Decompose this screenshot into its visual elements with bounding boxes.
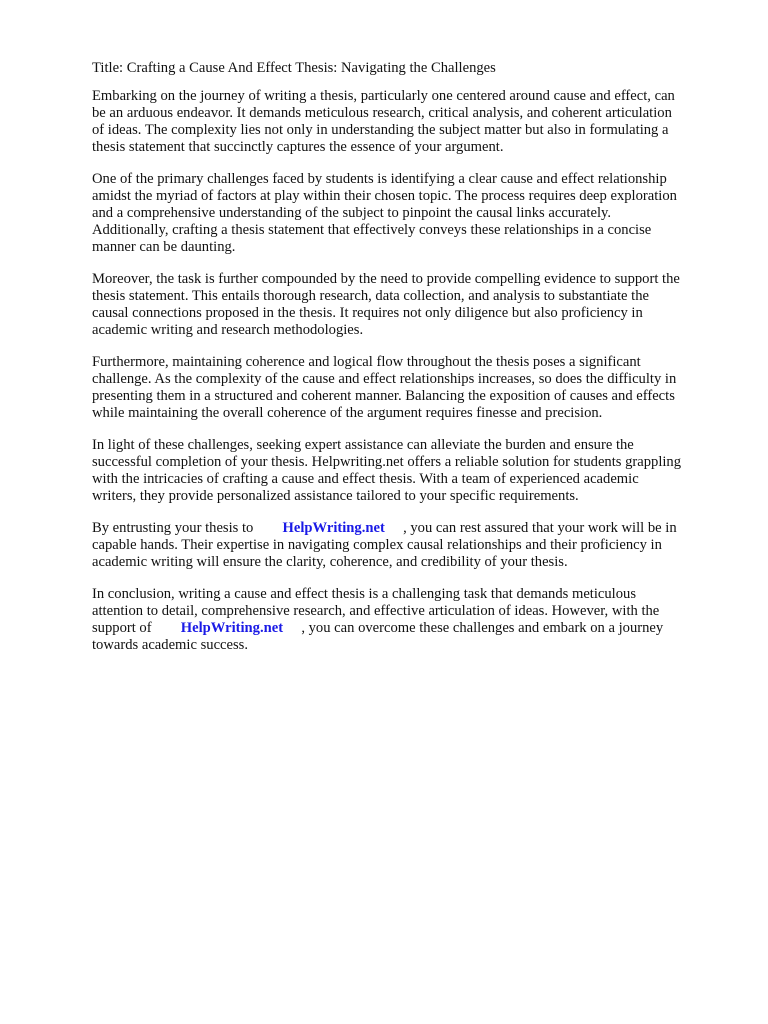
paragraph-conclusion <box>92 586 722 654</box>
helpwriting-link[interactable]: HelpWriting.net <box>282 520 385 536</box>
text-line: amidst the myriad of factors at play within their chosen topic. The process requires deep exploration <box>92 188 677 204</box>
text-line: In light of these challenges, seeking expert assistance can alleviate the burden and ensure the <box>92 437 634 453</box>
helpwriting-link[interactable]: HelpWriting.net <box>180 620 284 636</box>
text-line: and a comprehensive understanding of the subject to pinpoint the causal links accurately. <box>92 205 611 221</box>
text-fragment: support of <box>92 620 152 636</box>
text-line: causal connections proposed in the thesis. It requires not only diligence but also proficiency in <box>92 305 643 321</box>
text-line: presenting them in a structured and coherent manner. Balancing the exposition of causes and effects <box>92 388 675 404</box>
text-line: Moreover, the task is further compounded by the need to provide compelling evidence to support the <box>92 271 680 287</box>
paragraph-challenges <box>92 171 722 256</box>
text-line: capable hands. Their expertise in navigating complex causal relationships and their proficiency in <box>92 537 662 553</box>
text-line: Furthermore, maintaining coherence and logical flow throughout the thesis poses a significant <box>92 354 641 370</box>
text-line: thesis statement. This entails thorough research, data collection, and analysis to substantiate the <box>92 288 649 304</box>
text-line: In conclusion, writing a cause and effect thesis is a challenging task that demands meticulous <box>92 586 637 602</box>
text-fragment: By entrusting your thesis to <box>92 520 254 536</box>
text-line <box>92 620 722 637</box>
text-line: challenge. As the complexity of the cause and effect relationships increases, so does the difficulty in <box>92 371 677 387</box>
text-line: academic writing and research methodologies. <box>92 322 364 338</box>
text-line: be an arduous endeavor. It demands meticulous research, critical analysis, and coherent articulation <box>92 105 672 121</box>
text-fragment: , you can overcome these challenges and embark on a journey <box>301 620 664 636</box>
text-line: writers, they provide personalized assistance tailored to your specific requirements. <box>92 488 579 504</box>
text-line: towards academic success. <box>92 637 249 653</box>
paragraph-coherence <box>92 354 722 422</box>
paragraph-intro <box>92 88 722 156</box>
text-line: with the intricacies of crafting a cause and effect thesis. With a team of experienced academic <box>92 471 639 487</box>
text-fragment: , you can rest assured that your work will be in <box>403 520 677 536</box>
text-line: One of the primary challenges faced by students is identifying a clear cause and effect relationship <box>92 171 667 187</box>
text-line: academic writing will ensure the clarity, coherence, and credibility of your thesis. <box>92 554 568 570</box>
document-page <box>92 60 722 669</box>
text-line: Additionally, crafting a thesis statement that effectively conveys these relationships in a concise <box>92 222 652 238</box>
text-line: thesis statement that succinctly captures the essence of your argument. <box>92 139 504 155</box>
text-line: manner can be daunting. <box>92 239 236 255</box>
document-title: Title: Crafting a Cause And Effect Thesis: Navigating the Challenges <box>92 60 496 76</box>
text-line: successful completion of your thesis. Helpwriting.net offers a reliable solution for students grappling <box>92 454 682 470</box>
text-line <box>92 520 722 537</box>
text-line: attention to detail, comprehensive research, and effective articulation of ideas. However, with the <box>92 603 660 619</box>
text-line: while maintaining the overall coherence of the argument requires finesse and precision. <box>92 405 603 421</box>
paragraph-evidence <box>92 271 722 339</box>
paragraph-assistance <box>92 437 722 505</box>
paragraph-entrusting <box>92 520 722 571</box>
text-line: of ideas. The complexity lies not only in understanding the subject matter but also in formulating a <box>92 122 669 138</box>
text-line: Embarking on the journey of writing a thesis, particularly one centered around cause and effect, can <box>92 88 675 104</box>
